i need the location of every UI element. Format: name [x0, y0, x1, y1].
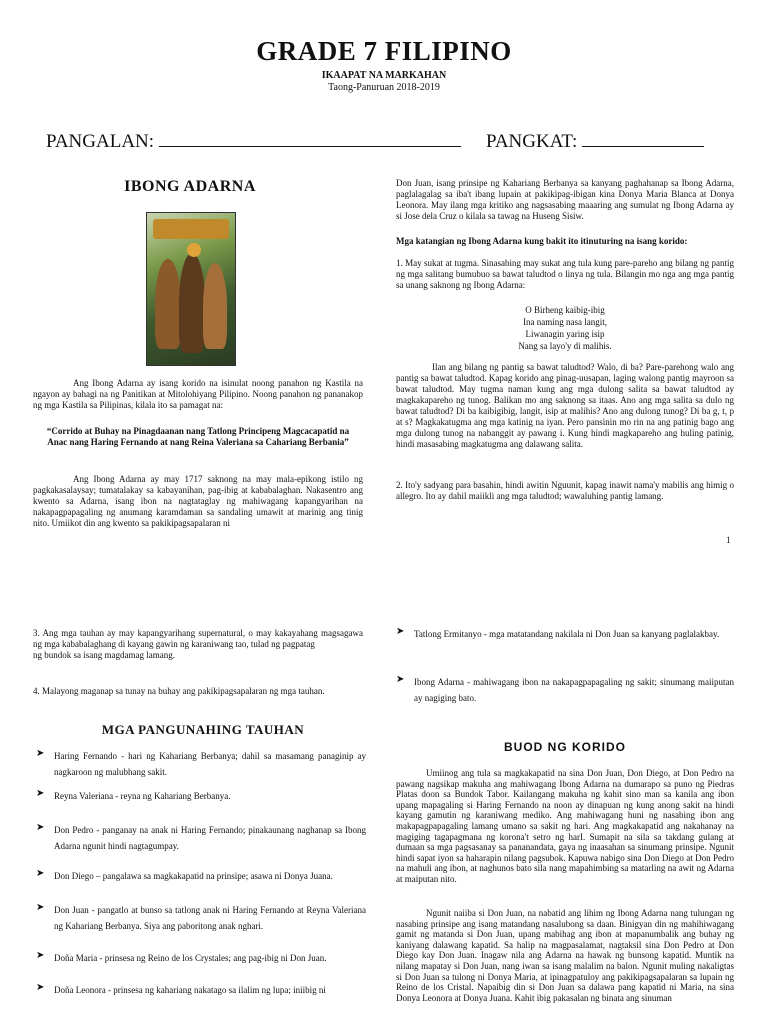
arrow-bullet-icon: ➤	[36, 788, 45, 799]
item-3-line-a: 3. Ang mga tauhan ay may kapangyarihang supernatural, o may kakayahang magsagawa ng mga kababalaghang di kayang gawin ng karaniwang tao, tulad ng pagpatag	[33, 628, 363, 649]
katangian-item-4: 4. Malayong maganap sa tunay na buhay ang pakikipagsapalaran ng mga tauhan.	[33, 686, 325, 696]
name-label: PANGALAN:	[46, 131, 155, 152]
tauhan-heading: MGA PANGUNAHING TAUHAN	[101, 722, 305, 737]
katangian-heading: Mga katangian ng Ibong Adarna kung bakit ito itinuturing na isang korido:	[396, 236, 688, 246]
name-blank-line[interactable]	[159, 130, 461, 147]
cover-figure-left	[155, 259, 181, 349]
list-item: ➤ Ibong Adarna - mahiwagang ibon na nakapagpapagaling ng sakit; sinumang maiiputan ay nagiging bato.	[396, 674, 734, 703]
list-item: ➤ Doña Maria - prinsesa ng Reino de los Crystales; ang pag-ibig ni Don Juan.	[36, 950, 327, 963]
cover-figure-right	[203, 263, 227, 349]
poem-line: O Birheng kaibig-ibig	[525, 305, 605, 315]
section-blank-line[interactable]	[582, 130, 704, 147]
document-title: GRADE 7 FILIPINO	[256, 36, 512, 66]
buod-paragraph-2: Ngunit naiiba si Don Juan, na nabatid ang lihim ng Ibong Adarna nang tulungan ng nasabing prinsipe ang isang matandang nasalubong sa daan. Binigyan din ng mahihiwagang gamit ng matanda si Don Juan, upang mabihag ang ibon at mapanumbalik ang buhay ng kaniyang dalawang kapatid. Sa halip na magpasalamat, nagtaksil sina Don Pedro at Don Diego kay Don Juan. Inagaw nila ang Adarna na hawak ng bunsong kapatid. Muntik na nilang mapatay si Don Juan, nang iwan sa isang malalim na balon. Ngunit muling nakaligtas si Don Juan sa tulong ni Donya Maria, at ipinagpatuloy ang pakikipagsapalaran sa lupain ng Reino de los Cristal. Napaibig din si Don Juan sa dalawa pang kapatid ni Maria, na sina Donya Leonora at Donya Juana. Kahit ibig pakasalan ng binata ang sinuman	[396, 908, 734, 1003]
list-item: ➤ Don Diego – pangalawa sa magkakapatid na prinsipe; asawa ni Donya Juana.	[36, 868, 333, 881]
cover-bird	[187, 243, 201, 257]
page-number: 1	[726, 535, 731, 545]
cover-figure-center	[179, 253, 205, 353]
section-label: PANGKAT:	[486, 131, 578, 152]
item-3-line-b: ng bundok sa isang magdamag lamang.	[33, 650, 175, 660]
list-item: ➤ Tatlong Ermitanyo - mga matatandang nakilala ni Don Juan sa kanyang paglalakbay.	[396, 626, 720, 639]
right-intro-paragraph: Don Juan, isang prinsipe ng Kahariang Berbanya sa kanyang paghahanap sa Ibong Adarna, paglalagalag sa iba't ibang lupain at pakikipag-ibigan kina Donya Maria Blanca at Donya Leonora. May ilang mga kritiko ang nagsasabing maaaring ang sumulat ng Ibong Adarna ay si Jose dela Cruz o kilala sa tawag na Huseng Sisiw.	[396, 178, 734, 221]
list-item: ➤ Don Juan - pangatlo at bunso sa tatlong anak ni Haring Fernando at Reyna Valeriana ng Kahariang Berbanya. Siya ang paboritong anak nghari.	[36, 902, 366, 931]
buod-paragraph-1: Umiinog ang tula sa magkakapatid na sina Don Juan, Don Diego, at Don Pedro na pawang nagsikap makuha ang mahiwagang Ibong Adarna na dumarapo sa puno ng Piedras Platas doon sa Bundok Tabor. Kailangang makuha ng kahit sino man sa kanila ang ibon upang mapagaling si Haring Fernando na noon ay dinapuan ng kung anong sakit na hindi kayang gamutin ng karaniwang mediko. Ang mahiwagang huni ng nasabing ibon ang makapagpapagaling lamang umano sa sakit ng hari. Ang magkakapatid ang nakahanay na magiging tagapagmana ng korona't setro ng harI. Sumapit na sila sa takdang gulang at dumaan sa mga pagsasanay sa pananandata, gaya ng inaasahan sa sinumang prinsipe. Ngunit hindi sapat iyon sa haharapin nilang pagsubok. Kapuwa nabigo sina Don Diego at Don Pedro na mahuli ang ibon, at naghunos bato sila nang mapahimbing sa matarling na awit ng Adarna at maiputan nito.	[396, 768, 734, 884]
list-item: ➤ Reyna Valeriana - reyna ng Kahariang Berbanya.	[36, 788, 231, 801]
cover-title-banner	[153, 219, 229, 239]
arrow-bullet-icon: ➤	[396, 626, 405, 637]
poem-line: Liwanagin yaring isip	[525, 329, 605, 339]
list-item: ➤ Don Pedro - panganay na anak ni Haring Fernando; pinakaunang naghanap sa Ibong Adarna ngunit hindi nagtagumpay.	[36, 822, 366, 851]
intro-paragraph: Ang Ibong Adarna ay isang korido na isinulat noong panahon ng Kastila na ngayon ay bahagi na ng Panitikan at Mitolohiyang Pilipino. Noong panahon ng pananakop ng mga Kastila sa Pilipinas, kilala ito sa pamagat na:	[33, 378, 363, 410]
character-list-continued	[396, 626, 734, 714]
original-title-quote: “Corrido at Buhay na Pinagdaanan nang Tatlong Principeng Magcacapatid na Anac nang Haring Fernando at nang Reina Valeriana sa Cahariang Berbania”	[46, 426, 350, 447]
quarter-label: IKAAPAT NA MARKAHAN	[321, 70, 447, 81]
arrow-bullet-icon: ➤	[36, 902, 45, 913]
description-paragraph: Ang Ibong Adarna ay may 1717 saknong na may mala-epikong istilo ng pagkakasalaysay; tumatalakay sa kabayanihan, pag-ibig at kababalaghan. Nakasentro ang kwento sa Adarna, isang ibon na nagtataglay ng mahiwagang kapangyarihan na nakapagpapagaling ng anumang karamdaman sa sandaling umawit at marinig ang tinig nito. Umiikot din ang kwento sa pakikipagsapalaran ni	[33, 474, 363, 528]
katangian-item-1: 1. May sukat at tugma. Sinasabing may sukat ang tula kung pare-pareho ang bilang ng pantig ng mga salitang bumubuo sa bawat taludtod o linya ng tula. Bilangin mo nga ang mga pantig sa unang saknong ng Ibong Adarna:	[396, 258, 734, 290]
katangian-item-2: 2. Ito'y sadyang para basahin, hindi awitin Nguunit, kapag inawit nama'y mabilis ang himig o allegro. Ito ay dahil maiikli ang mga taludtod; wawaluhing pantig lamang.	[396, 480, 734, 501]
arrow-bullet-icon: ➤	[36, 868, 45, 879]
poem-line: Ina naming nasa langit,	[523, 317, 607, 327]
list-item: ➤ Doña Leonora - prinsesa ng kahariang nakatago sa ilalim ng lupa; iniibig ni	[36, 982, 326, 995]
ibong-adarna-heading: IBONG ADARNA	[124, 178, 256, 195]
poem-stanza	[396, 304, 734, 352]
name-field[interactable]	[46, 130, 461, 153]
poem-line: Nang sa layo'y di malihis.	[518, 341, 612, 351]
arrow-bullet-icon: ➤	[36, 950, 45, 961]
school-year: Taong-Panuruan 2018-2019	[328, 82, 440, 93]
character-list	[36, 748, 366, 1002]
book-cover-image	[146, 212, 236, 366]
pantig-explanation: Ilan ang bilang ng pantig sa bawat taludtod? Walo, di ba? Pare-parehong walo ang pantig sa bawat taludtod. Kapag korido ang pinag-uusapan, laging walong pantig mayroon sa bawat taludtod. May tugma naman kung ang mga dulong salita sa bawat taludtod ay magkakapareho ng tunog. Balikan mo ang saknong sa itaas. Ano ang mga salita sa dulo ng bawat taludtod? Di ba kaibigibig, langit, isip at malihis? Ano ang dulong tunog? Di ba g, t, p at s? Magkakatugma ang mga katinig na iyan. Pero pansinin mo rin na ang patinig bago ang mga dulong tunog na nabanggit ay pawang i. Kung hindi magkapareho ang huling patinig, hindi masasabing magkatugma ang dalawang salita.	[396, 362, 734, 449]
arrow-bullet-icon: ➤	[36, 982, 45, 993]
arrow-bullet-icon: ➤	[36, 822, 45, 833]
buod-heading: BUOD NG KORIDO	[504, 740, 626, 754]
katangian-item-3	[33, 628, 363, 661]
arrow-bullet-icon: ➤	[396, 674, 405, 685]
section-field[interactable]	[486, 130, 704, 153]
arrow-bullet-icon: ➤	[36, 748, 45, 759]
list-item: ➤ Haring Fernando - hari ng Kahariang Berbanya; dahil sa masamang panaginip ay nagkaroon ng malubhang sakit.	[36, 748, 366, 777]
